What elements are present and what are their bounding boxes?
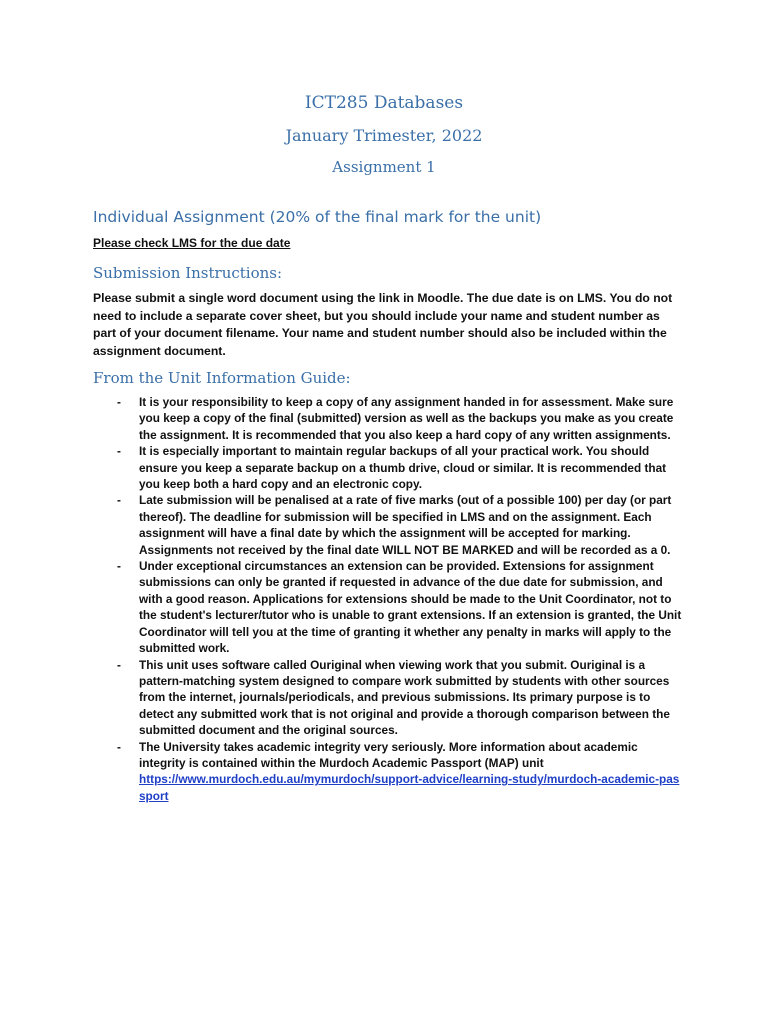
assignment-title: Assignment 1 bbox=[332, 158, 436, 176]
bullet-dash: - bbox=[117, 739, 121, 754]
course-title: ICT285 Databases bbox=[304, 93, 464, 113]
list-item-text: The University takes academic integrity very seriously. More information about academic integrity is contained within the Murdoch Academic Passport (MAP) unit bbox=[139, 739, 638, 770]
list-item bbox=[93, 394, 683, 443]
unit-guide-heading: From the Unit Information Guide: bbox=[93, 369, 351, 387]
list-item-text: This unit uses software called Ouriginal when viewing work that you submit. Ouriginal is a pattern-matching system designed to compare work submitted by students with other sources from the internet, journals/periodicals, and previous submissions. Its primary purpose is to detect any submitted work that is not original and provide a thorough comparison between the submitted document and the original sources. bbox=[139, 657, 670, 738]
bullet-dash: - bbox=[117, 657, 121, 672]
list-item bbox=[93, 739, 683, 805]
unit-guide-list bbox=[93, 394, 683, 804]
submission-instructions-heading: Submission Instructions: bbox=[93, 264, 283, 282]
list-item-text: It is your responsibility to keep a copy of any assignment handed in for assessment. Make sure you keep a copy of the final (submitted) version as well as the backups you make as you create the assignment. It is recommended that you also keep a hard copy of any written assignments. bbox=[139, 395, 674, 442]
list-item bbox=[93, 657, 683, 739]
list-item-text: Under exceptional circumstances an extension can be provided. Extensions for assignment submissions can only be granted if requested in advance of the due date for submission, and with a good reason. Applications for extensions should be made to the Unit Coordinator, not to the student's lecturer/tutor who is unable to grant extensions. If an extension is granted, the Unit Coordinator will tell you at the time of granting it whether any penalty in marks will apply to the submitted work. bbox=[139, 559, 682, 656]
due-date-note: Please check LMS for the due date bbox=[93, 236, 291, 250]
list-item bbox=[93, 558, 683, 656]
list-item-text: Late submission will be penalised at a rate of five marks (out of a possible 100) per day (or part thereof). The deadline for submission will be specified in LMS and on the assignment. Each assignment will have a final date by which the assignment will be accepted for marking. Assignments not received by the final date WILL NOT BE MARKED and will be recorded as a 0. bbox=[139, 493, 672, 557]
individual-assignment-heading: Individual Assignment (20% of the final mark for the unit) bbox=[93, 208, 542, 226]
academic-passport-link[interactable]: https://www.murdoch.edu.au/mymurdoch/support-advice/learning-study/murdoch-academic-passport bbox=[139, 772, 680, 803]
list-item-text: It is especially important to maintain regular backups of all your practical work. You should ensure you keep a separate backup on a thumb drive, cloud or similar. It is recommended that you keep both a hard copy and an electronic copy. bbox=[139, 444, 667, 492]
bullet-dash: - bbox=[117, 559, 121, 574]
bullet-dash: - bbox=[117, 493, 121, 508]
list-item bbox=[93, 492, 683, 558]
bullet-dash: - bbox=[117, 395, 121, 409]
list-item bbox=[93, 443, 683, 492]
term-title: January Trimester, 2022 bbox=[285, 126, 483, 145]
submission-instructions-text: Please submit a single word document using the link in Moodle. The due date is on LMS. You do not need to include a separate cover sheet, but you should include your name and student number as part of your document filename. Your name and student number should also be included within the assignment document. bbox=[93, 291, 673, 358]
bullet-dash: - bbox=[117, 444, 121, 459]
